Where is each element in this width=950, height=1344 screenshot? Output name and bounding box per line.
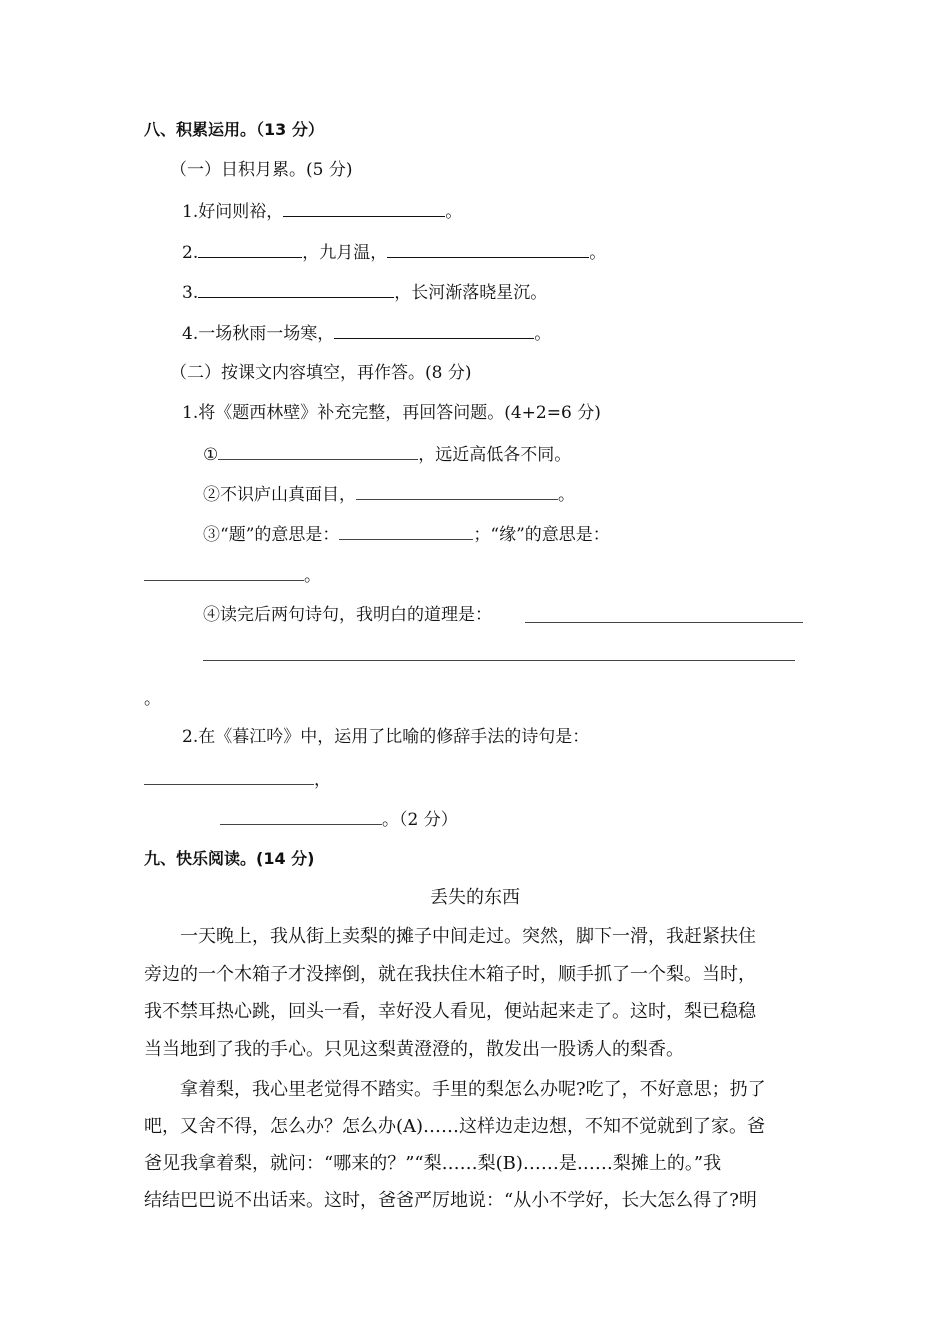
question-1-2	[182, 241, 606, 264]
q-text: 一场秋雨一场寒，	[198, 324, 335, 344]
part-2-title: （二）按课文内容填空，再作答。(8 分)	[170, 363, 472, 383]
question-2-2-prompt: 2.在《暮江吟》中，运用了比喻的修辞手法的诗句是：	[182, 727, 590, 747]
story-paragraph-line: 吧，又舍不得，怎么办？怎么办(A)……这样边走边想，不知不觉就到了家。爸	[144, 1116, 766, 1137]
story-paragraph-line: 结结巴巴说不出话来。这时，爸爸严厉地说：“从小不学好，长大怎么得了?明	[144, 1190, 757, 1211]
q-text: ②不识庐山真面目，	[203, 485, 356, 505]
story-paragraph-line: 拿着梨，我心里老觉得不踏实。手里的梨怎么办呢?吃了，不好意思；扔了	[180, 1079, 766, 1100]
answer-2-1-c-cont	[144, 564, 321, 587]
q-text: 。	[589, 243, 607, 263]
q-text: ③“题”的意思是：	[203, 525, 340, 545]
q-number: 2.	[182, 243, 199, 263]
story-paragraph-line: 旁边的一个木箱子才没摔倒，就在我扶住木箱子时，顺手抓了一个梨。当时，	[144, 964, 756, 985]
section-9-heading: 九、快乐阅读。(14 分)	[144, 849, 315, 868]
q-number: 3.	[182, 283, 199, 303]
answer-blank[interactable]	[198, 241, 302, 258]
answer-blank[interactable]	[356, 483, 558, 500]
q-text: 好问则裕，	[198, 202, 284, 222]
answer-2-1-b	[203, 483, 575, 506]
circled-number: ①	[203, 445, 219, 465]
answer-2-2-b	[220, 808, 458, 831]
answer-blank[interactable]	[144, 768, 314, 785]
q-number: 1.	[182, 202, 199, 222]
answer-2-1-c	[203, 523, 610, 546]
part-1-title: （一）日积月累。(5 分)	[170, 160, 353, 180]
answer-2-2-a	[144, 768, 331, 791]
story-paragraph-line: 爸见我拿着梨，就问：“哪来的？”“梨……梨(B)……是……梨摊上的。”我	[144, 1153, 722, 1174]
story-paragraph-line: 一天晚上，我从街上卖梨的摊子中间走过。突然，脚下一滑，我赶紧扶住	[180, 926, 756, 947]
question-1-4	[182, 322, 551, 345]
q-text: ；“缘”的意思是：	[473, 525, 610, 545]
period-mark: 。	[144, 689, 161, 709]
q-text: 。	[445, 202, 463, 222]
question-1-1	[182, 200, 462, 223]
q-text: 。	[558, 485, 575, 505]
answer-line[interactable]	[525, 622, 803, 623]
q-text: ，远近高低各不同。	[418, 445, 572, 465]
story-paragraph-line: 当当地到了我的手心。只见这梨黄澄澄的，散发出一股诱人的梨香。	[144, 1039, 684, 1060]
q-text: 。	[304, 566, 321, 586]
answer-blank[interactable]	[339, 523, 473, 540]
answer-2-1-a	[203, 443, 571, 466]
answer-line[interactable]	[203, 660, 795, 661]
answer-blank[interactable]	[334, 322, 534, 339]
q-text: 。（2 分）	[382, 810, 458, 830]
story-title: 丢失的东西	[430, 887, 520, 908]
question-2-1-prompt: 1.将《题西林壁》补充完整，再回答问题。(4+2=6 分)	[182, 403, 601, 423]
answer-blank[interactable]	[218, 443, 418, 460]
section-8-heading: 八、积累运用。（13 分）	[144, 120, 324, 139]
q-number: 4.	[182, 324, 199, 344]
answer-blank[interactable]	[387, 241, 589, 258]
q-text: 。	[534, 324, 552, 344]
answer-2-1-d	[203, 604, 492, 626]
answer-blank[interactable]	[220, 808, 382, 825]
q-text: ，	[314, 770, 331, 790]
q-text: ④读完后两句诗句，我明白的道理是：	[203, 605, 492, 625]
answer-blank[interactable]	[144, 564, 304, 581]
question-1-3	[182, 281, 547, 304]
answer-blank[interactable]	[283, 200, 445, 217]
q-text: ，九月温，	[302, 243, 388, 263]
q-text: ，长河渐落晓星沉。	[394, 283, 548, 303]
story-paragraph-line: 我不禁耳热心跳，回头一看，幸好没人看见，便站起来走了。这时，梨已稳稳	[144, 1001, 756, 1022]
answer-blank[interactable]	[198, 281, 394, 298]
